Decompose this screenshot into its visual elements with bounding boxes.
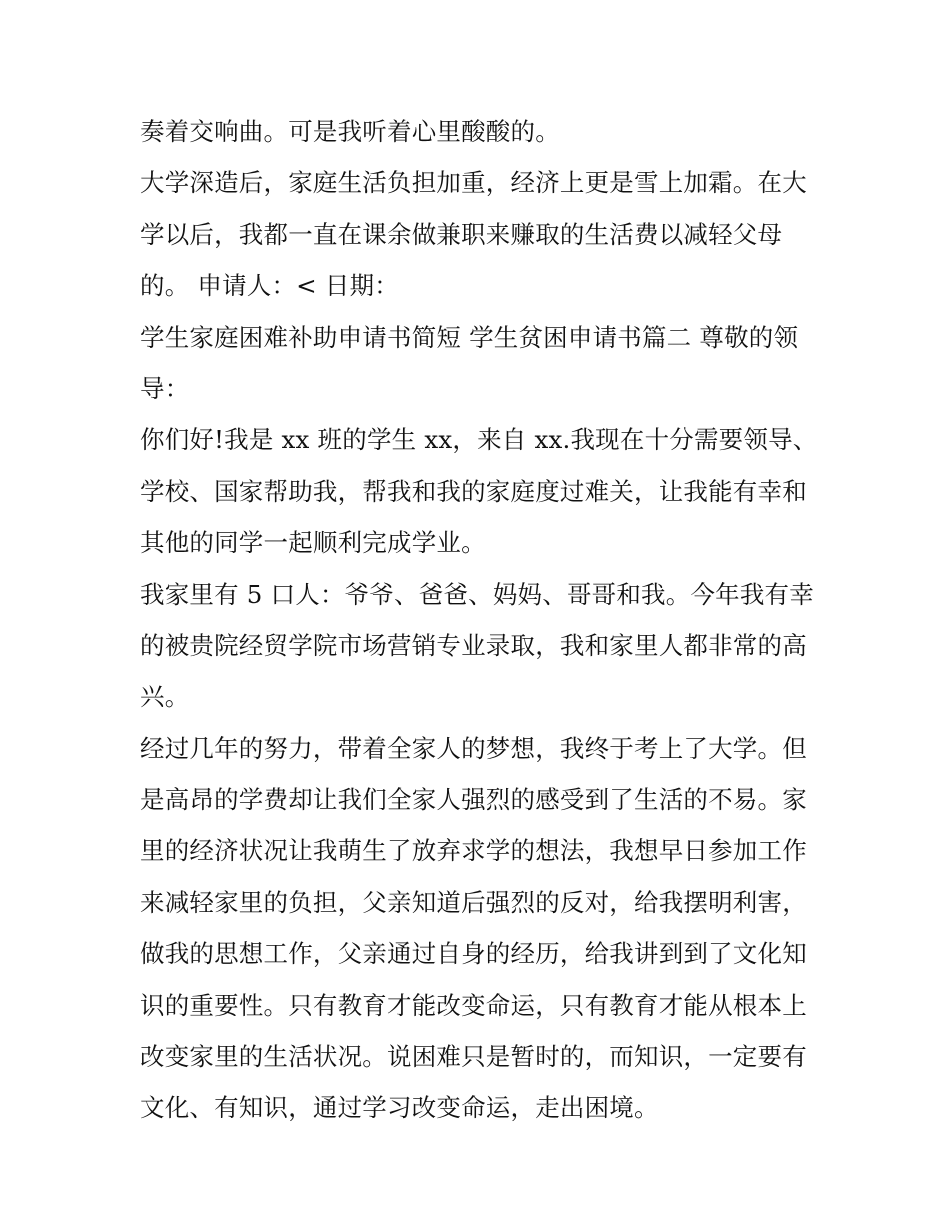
text-line: 兴。 [140,682,190,712]
text-line: 来减轻家里的负担，父亲知道后强烈的反对，给我摆明利害， [140,887,807,917]
text-line: 我家里有 5 口人：爷爷、爸爸、妈妈、哥哥和我。今年我有幸 [140,579,814,609]
text-line: 做我的思想工作，父亲通过自身的经历，给我讲到到了文化知 [140,939,807,969]
text-line: 里的经济状况让我萌生了放弃求学的想法，我想早日参加工作 [140,836,807,866]
document-body [140,106,820,1134]
text-line: 奏着交响曲。可是我听着心里酸酸的。 [140,117,560,146]
text-line: 你们好!我是 xx 班的学生 xx，来自 xx.我现在十分需要领导、 [140,425,818,455]
text-line: 学生家庭困难补助申请书简短 学生贫困申请书篇二 尊敬的领 [140,322,799,352]
text-line: 的被贵院经贸学院市场营销专业录取，我和家里人都非常的高 [140,630,807,660]
text-line: 导： [140,373,190,403]
text-line: 是高昂的学费却让我们全家人强烈的感受到了生活的不易。家 [140,785,807,815]
text-line: 学以后，我都一直在课余做兼职来赚取的生活费以减轻父母 [140,219,783,249]
text-line: 识的重要性。只有教育才能改变命运，只有教育才能从根本上 [140,990,807,1020]
text-line: 的。 申请人：< 日期： [140,271,400,301]
text-line: 大学深造后，家庭生活负担加重，经济上更是雪上加霜。在大 [140,168,807,198]
text-line: 改变家里的生活状况。说困难只是暂时的，而知识，一定要有 [140,1042,807,1072]
text-line: 经过几年的努力，带着全家人的梦想，我终于考上了大学。但 [140,733,807,763]
text-line: 其他的同学一起顺利完成学业。 [140,528,486,558]
text-line: 文化、有知识，通过学习改变命运，走出困境。 [140,1093,659,1123]
text-line: 学校、国家帮助我，帮我和我的家庭度过难关，让我能有幸和 [140,476,807,506]
